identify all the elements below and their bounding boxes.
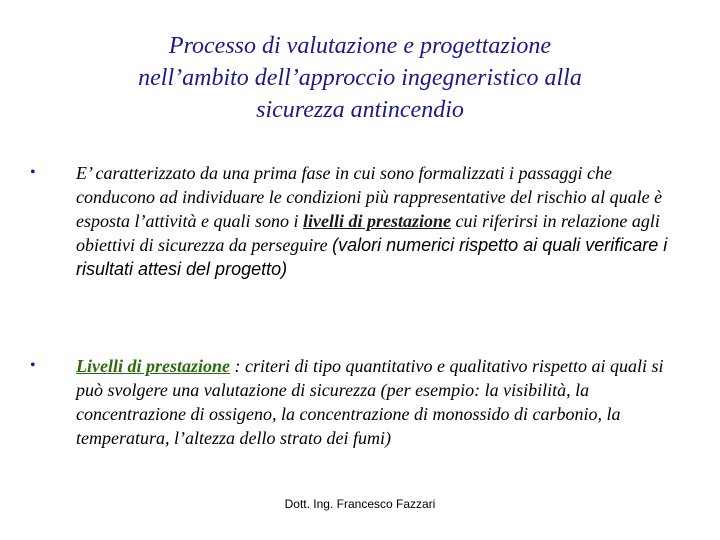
slide-footer-author: Dott. Ing. Francesco Fazzari: [284, 497, 436, 511]
bullet-2-text-after-term: : criteri di tipo quantitativo e qualitativo rispetto ai quali si può svolgere una valutazione di sicurezza (per esempio: la visibilità, la concentrazione di ossigeno, la concentrazione di monossido di carbonio, la temperatura, l’altezza dello strato dei fumi): [76, 356, 664, 448]
slide-title-line-1: Processo di valutazione e progettazione: [168, 33, 552, 59]
slide-title-line-2: nell’ambito dell’approccio ingegneristico alla: [138, 65, 582, 91]
bullet-item-2: [30, 354, 670, 450]
bullet-item-1: [30, 161, 670, 281]
bullet-2-text: [76, 354, 670, 450]
slide-title: [60, 30, 660, 126]
bullet-1-text-after-term: cui riferirsi in relazione agli obiettivi di sicurezza da perseguire: [76, 211, 660, 255]
bullet-1-text: [76, 161, 670, 281]
bullet-icon: •: [30, 357, 36, 374]
bullet-2-term: Livelli di prestazione: [76, 356, 230, 376]
bullet-1-text-before-term: E’ caratterizzato da una prima fase in cui sono formalizzati i passaggi che conducono ad individuare le condizioni più rappresentative del rischio al quale è esposta l’attività e quali sono i: [76, 163, 663, 231]
bullet-1-term: livelli di prestazione: [303, 211, 451, 231]
bullet-1-parenthetical: (valori numerici rispetto ai quali verificare i risultati attesi del progetto): [76, 235, 668, 279]
slide-title-line-3: sicurezza antincendio: [256, 97, 464, 123]
bullet-icon: •: [30, 164, 36, 181]
